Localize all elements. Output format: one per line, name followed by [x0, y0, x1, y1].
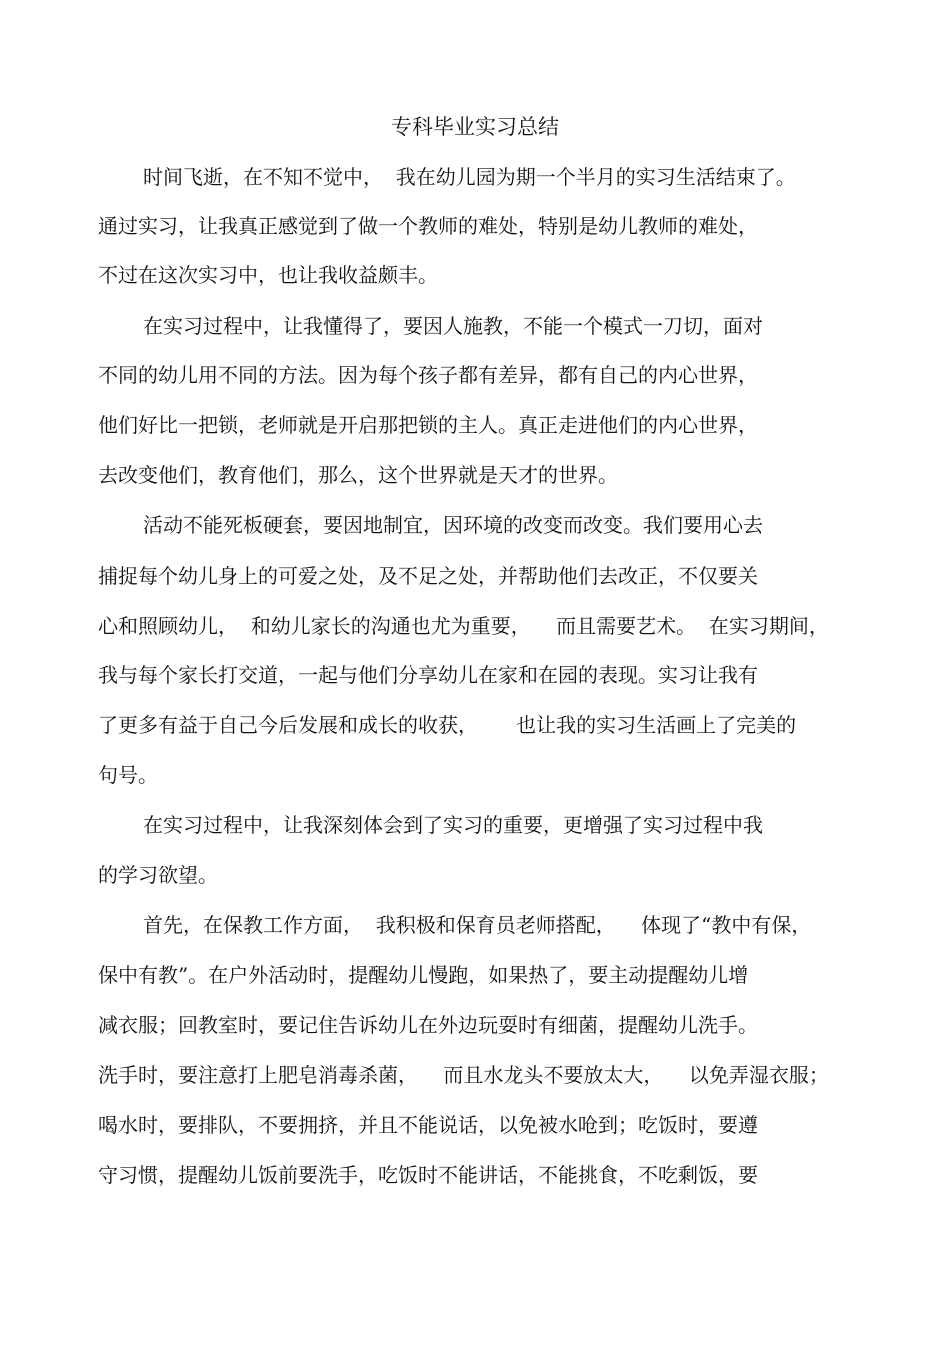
text-line: 减衣服；回教室时，要记住告诉幼儿在外边玩耍时有细菌，提醒幼儿洗手。 [98, 1013, 758, 1037]
text-line: 洗手时，要注意打上肥皂消毒杀菌， 而且水龙头不要放太大， 以免弄湿衣服； [98, 1063, 829, 1087]
text-line: 喝水时，要排队，不要拥挤，并且不能说话，以免被水呛到；吃饭时，要遵 [98, 1113, 758, 1137]
text-line: 心和照顾幼儿， 和幼儿家长的沟通也尤为重要， 而且需要艺术。 在实习期间， [98, 614, 829, 638]
text-line: 捕捉每个幼儿身上的可爱之处，及不足之处，并帮助他们去改正，不仅要关 [98, 564, 758, 588]
text-line: 的学习欲望。 [98, 863, 218, 887]
text-line: 守习惯，提醒幼儿饭前要洗手，吃饭时不能讲话，不能挑食，不吃剩饭，要 [98, 1163, 758, 1187]
text-line: 他们好比一把锁，老师就是开启那把锁的主人。真正走进他们的内心世界， [98, 413, 758, 437]
text-line: 去改变他们，教育他们，那么，这个世界就是天才的世界。 [98, 463, 618, 487]
text-line: 首先，在保教工作方面， 我积极和保育员老师搭配， 体现了“教中有保， [143, 913, 812, 937]
text-line: 了更多有益于自己今后发展和成长的收获， 也让我的实习生活画上了完美的 [98, 713, 797, 737]
text-line: 在实习过程中，让我深刻体会到了实习的重要，更增强了实习过程中我 [143, 813, 763, 837]
text-line: 活动不能死板硬套，要因地制宜，因环境的改变而改变。我们要用心去 [143, 513, 763, 537]
document-title: 专科毕业实习总结 [391, 115, 559, 139]
text-line: 保中有教”。在户外活动时，提醒幼儿慢跑，如果热了，要主动提醒幼儿增 [98, 963, 749, 987]
text-line: 不同的幼儿用不同的方法。因为每个孩子都有差异，都有自己的内心世界， [98, 363, 758, 387]
text-line: 不过在这次实习中，也让我收益颇丰。 [98, 263, 438, 287]
text-line: 时间飞逝，在不知不觉中， 我在幼儿园为期一个半月的实习生活结束了。 [143, 165, 796, 189]
text-line: 在实习过程中，让我懂得了，要因人施教，不能一个模式一刀切，面对 [143, 314, 763, 338]
text-line: 我与每个家长打交道，一起与他们分享幼儿在家和在园的表现。实习让我有 [98, 663, 758, 687]
text-line: 句号。 [98, 763, 158, 787]
text-line: 通过实习，让我真正感觉到了做一个教师的难处，特别是幼儿教师的难处， [98, 214, 758, 238]
